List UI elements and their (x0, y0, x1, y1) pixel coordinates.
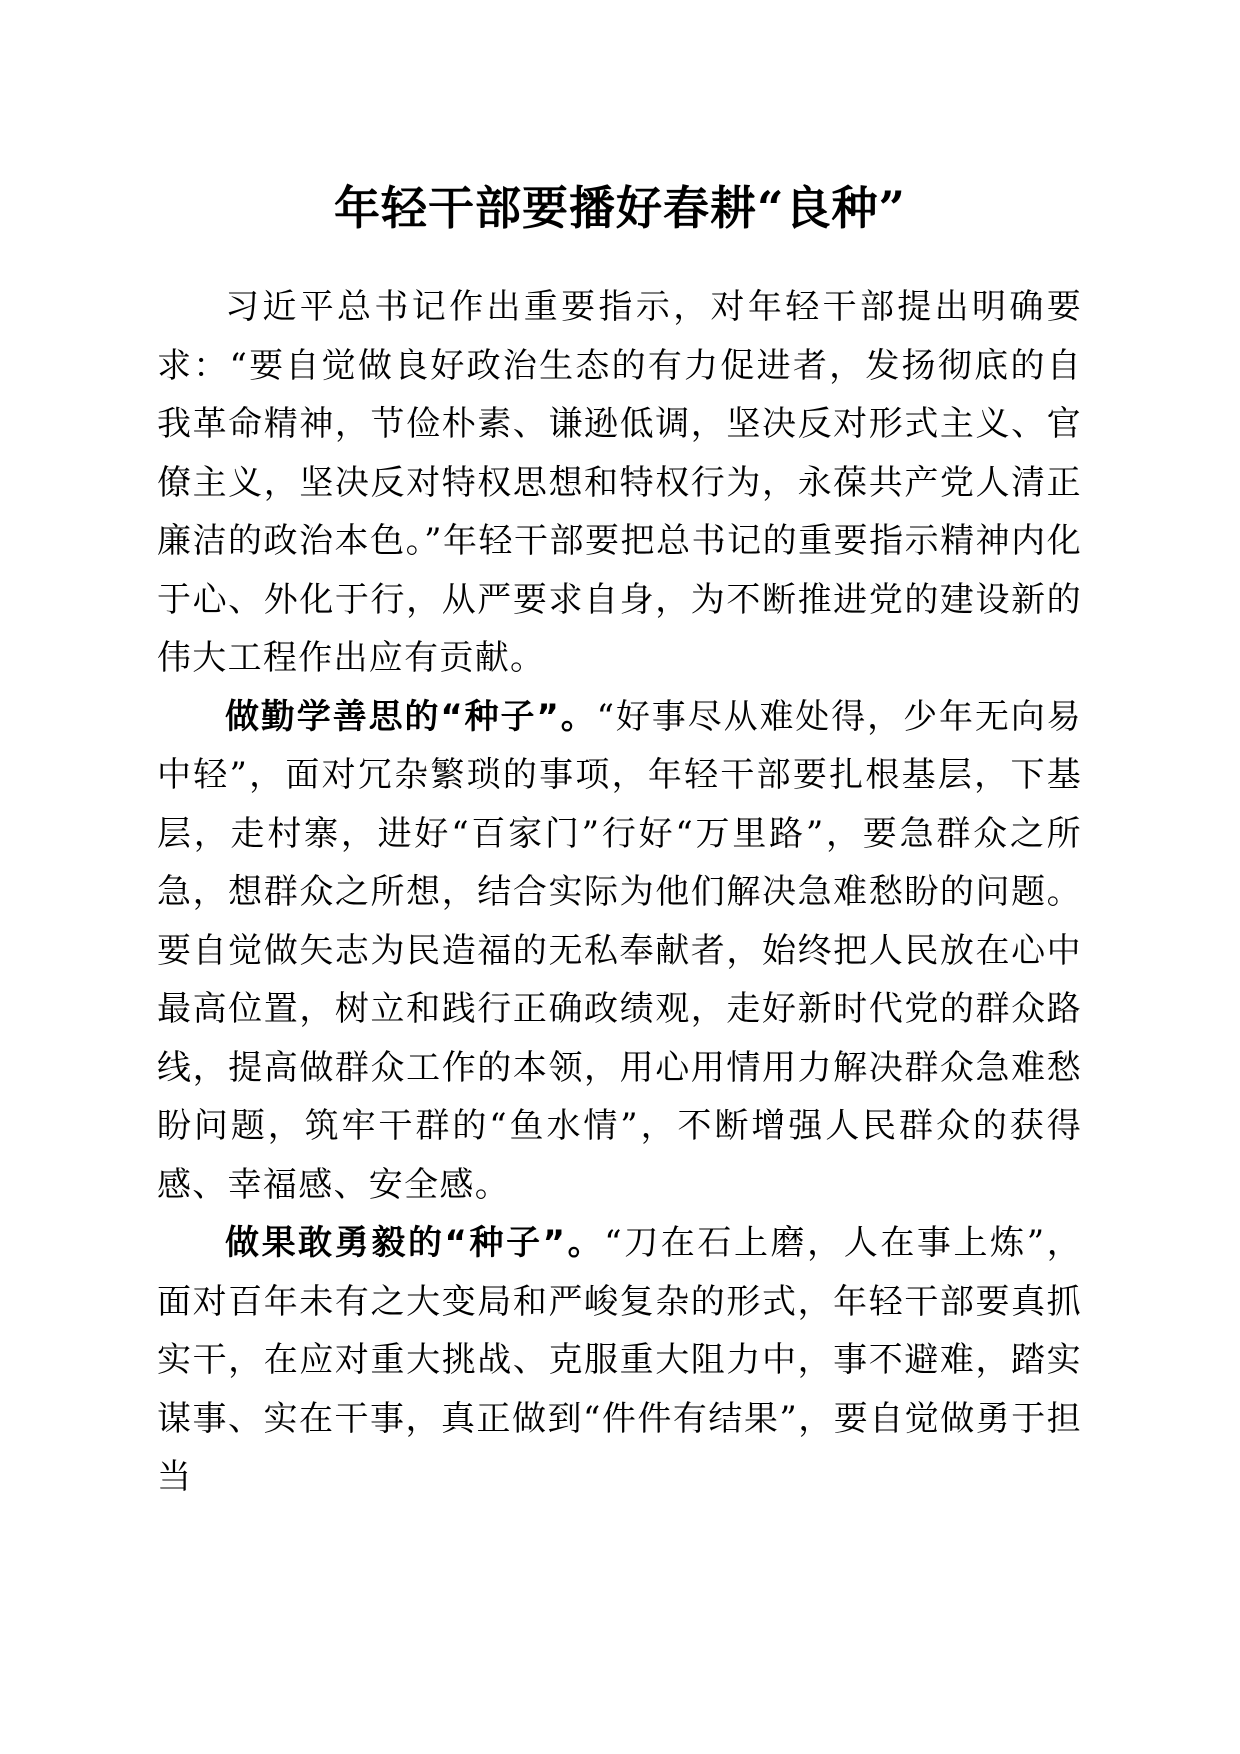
section-1-text: “好事尽从难处得，少年无向易中轻”，面对冗杂繁琐的事项，年轻干部要扎根基层，下基层，走村寨，进好“百家门”行好“万里路”，要急群众之所急，想群众之所想，结合实际为他们解决急难愁盼的问题。要自觉做矢志为民造福的无私奉献者，始终把人民放在心中最高位置，树立和践行正确政绩观，走好新时代党的群众路线，提高做群众工作的本领，用心用情用力解决群众急难愁盼问题，筑牢干群的“鱼水情”，不断增强人民群众的获得感、幸福感、安全感。 (157, 696, 1082, 1205)
section-2-lead: 做果敢勇毅的“种子”。 (225, 1223, 605, 1263)
section-1-lead: 做勤学善思的“种子”。 (225, 696, 597, 737)
section-2-text: “刀在石上磨，人在事上炼”，面对百年未有之大变局和严峻复杂的形式，年轻干部要真抓实干，在应对重大挑战、克服重大阻力中，事不避难，踏实谋事、实在干事，真正做到“件件有结果”，要自觉做勇于担当 (157, 1223, 1082, 1497)
document-body (157, 278, 1082, 1507)
document-title: 年轻干部要播好春耕“良种” (334, 181, 906, 235)
intro-paragraph: 习近平总书记作出重要指示，对年轻干部提出明确要求：“要自觉做良好政治生态的有力促进者，发扬彻底的自我革命精神，节俭朴素、谦逊低调，坚决反对形式主义、官僚主义，坚决反对特权思想和特权行为，永葆共产党人清正廉洁的政治本色。”年轻干部要把总书记的重要指示精神内化于心、外化于行，从严要求自身，为不断推进党的建设新的伟大工程作出应有贡献。 (157, 287, 1082, 678)
section-paragraph-1 (157, 688, 1082, 1215)
section-paragraph-2 (157, 1214, 1082, 1507)
